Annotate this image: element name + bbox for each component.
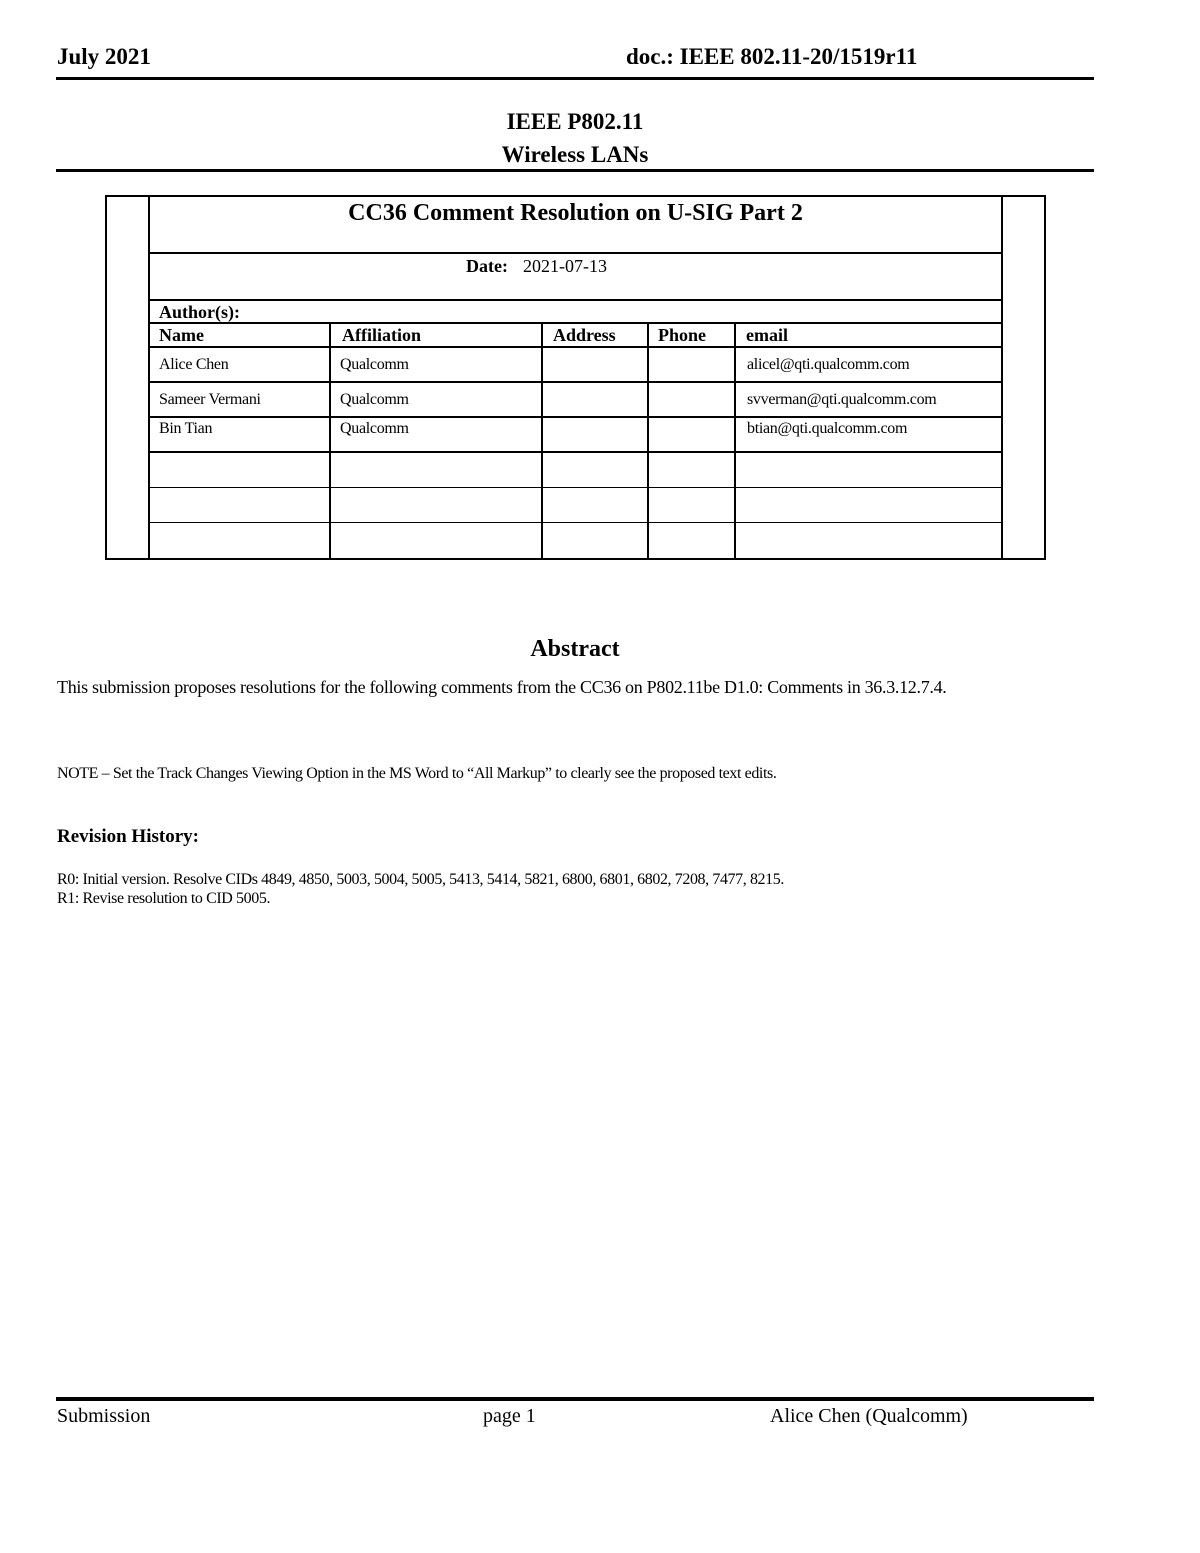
author-affiliation: Qualcomm	[340, 356, 409, 373]
note-text: NOTE – Set the Track Changes Viewing Option in the MS Word to “All Markup” to clearly see the proposed text edits.	[57, 765, 777, 782]
revision-history-title: Revision History:	[57, 826, 199, 847]
revision-r0: R0: Initial version. Resolve CIDs 4849, 4850, 5003, 5004, 5005, 5413, 5414, 5821, 6800, 6801, 6802, 7208, 7477, 8215.	[57, 871, 784, 888]
column-header-email: email	[746, 325, 788, 345]
footer-rule	[56, 1397, 1094, 1401]
header-date: July 2021	[57, 44, 151, 69]
row-divider	[150, 252, 1001, 254]
row-divider	[150, 381, 1001, 383]
row-divider	[150, 416, 1001, 418]
column-divider	[541, 322, 543, 558]
date-label: Date:	[466, 256, 508, 276]
column-header-phone: Phone	[658, 325, 707, 345]
author-name: Alice Chen	[159, 356, 229, 373]
author-name: Sameer Vermani	[159, 391, 261, 408]
row-divider	[150, 322, 1001, 324]
authors-label: Author(s):	[159, 302, 240, 322]
row-divider	[150, 451, 1001, 453]
author-name: Bin Tian	[159, 420, 213, 437]
header-doc-id: doc.: IEEE 802.11-20/1519r11	[626, 44, 918, 69]
abstract-text: This submission proposes resolutions for the following comments from the CC36 on P802.11be D1.0: Comments in 36.3.12.7.4.	[57, 677, 947, 697]
cover-table-border	[105, 195, 1046, 560]
column-divider	[647, 322, 649, 558]
author-email: btian@qti.qualcomm.com	[747, 420, 908, 437]
column-header-address: Address	[553, 325, 616, 345]
header-rule	[56, 77, 1094, 80]
abstract-title: Abstract	[530, 636, 620, 662]
title-rule	[56, 169, 1094, 172]
standard-title: IEEE P802.11	[506, 109, 644, 134]
row-divider	[150, 299, 1001, 301]
column-header-affiliation: Affiliation	[342, 325, 421, 345]
footer-submission: Submission	[57, 1405, 151, 1427]
column-divider	[734, 322, 736, 558]
author-email: svverman@qti.qualcomm.com	[747, 391, 937, 408]
row-divider	[150, 346, 1001, 348]
footer-author: Alice Chen (Qualcomm)	[770, 1405, 968, 1427]
row-divider	[150, 522, 1001, 523]
footer-page-number: page 1	[483, 1405, 536, 1427]
column-divider	[329, 322, 331, 558]
author-affiliation: Qualcomm	[340, 391, 409, 408]
date-value: 2021-07-13	[523, 256, 607, 276]
author-affiliation: Qualcomm	[340, 420, 409, 437]
row-divider	[150, 487, 1001, 488]
cover-inner-right-border	[1001, 197, 1003, 558]
standard-subtitle: Wireless LANs	[501, 142, 649, 167]
document-title: CC36 Comment Resolution on U-SIG Part 2	[348, 200, 803, 226]
column-header-name: Name	[159, 325, 204, 345]
revision-r1: R1: Revise resolution to CID 5005.	[57, 890, 271, 907]
author-email: alicel@qti.qualcomm.com	[747, 356, 910, 373]
